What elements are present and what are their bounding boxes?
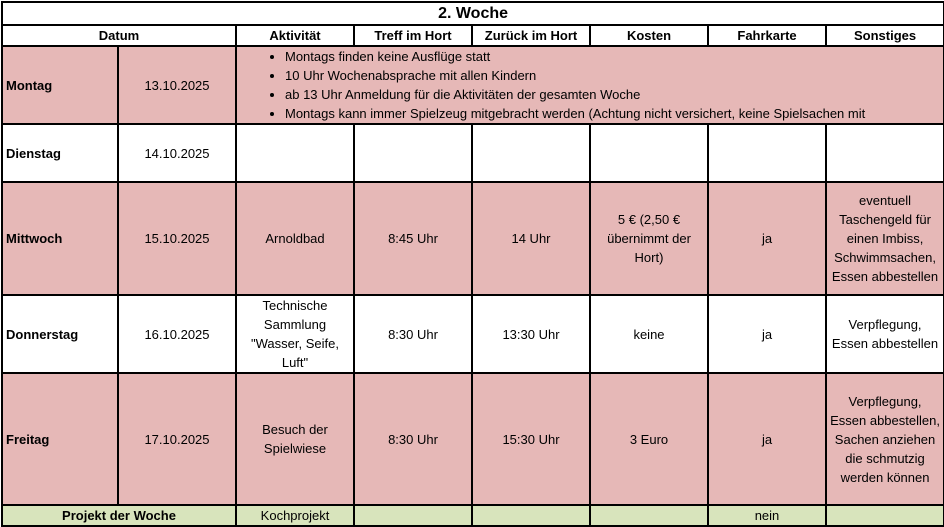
activity-cell: Arnoldbad <box>236 182 354 295</box>
note-item: • Montags kann immer Spielzeug mitgebracht werden (Achtung nicht versichert, keine Spielsachen mit <box>285 104 943 123</box>
day-label: Mittwoch <box>2 182 118 295</box>
activity-cell: Besuch der Spielwiese <box>236 373 354 505</box>
project-label: Projekt der Woche <box>2 505 236 526</box>
header-zurueck: Zurück im Hort <box>472 25 590 46</box>
zurueck-cell: 14 Uhr <box>472 182 590 295</box>
date-cell: 13.10.2025 <box>118 46 236 124</box>
day-label: Freitag <box>2 373 118 505</box>
zurueck-cell: 13:30 Uhr <box>472 295 590 373</box>
date-cell: 15.10.2025 <box>118 182 236 295</box>
zurueck-cell <box>472 124 590 182</box>
fahrkarte-cell <box>708 124 826 182</box>
sonstiges-cell: Verpflegung, Essen abbestellen, Sachen anziehen die schmutzig werden können <box>826 373 944 505</box>
row-monday <box>2 46 944 124</box>
row-thursday <box>2 295 944 373</box>
treff-cell <box>354 124 472 182</box>
day-label: Montag <box>2 46 118 124</box>
notes-list <box>267 47 943 123</box>
header-row <box>2 25 944 46</box>
schedule-table <box>1 1 944 527</box>
zurueck-cell <box>472 505 590 526</box>
project-fahrkarte: nein <box>708 505 826 526</box>
sonstiges-cell: eventuell Taschengeld für einen Imbiss, Schwimmsachen, Essen abbestellen <box>826 182 944 295</box>
note-item: • ab 13 Uhr Anmeldung für die Aktivitäten der gesamten Woche <box>285 85 943 104</box>
activity-cell: Technische Sammlung "Wasser, Seife, Luft" <box>236 295 354 373</box>
activity-cell <box>236 124 354 182</box>
day-label: Dienstag <box>2 124 118 182</box>
sonstiges-cell: Verpflegung, Essen abbestellen <box>826 295 944 373</box>
zurueck-cell: 15:30 Uhr <box>472 373 590 505</box>
kosten-cell <box>590 505 708 526</box>
fahrkarte-cell: ja <box>708 373 826 505</box>
kosten-cell <box>590 124 708 182</box>
header-datum: Datum <box>2 25 236 46</box>
note-item: • 10 Uhr Wochenabsprache mit allen Kindern <box>285 66 943 85</box>
row-friday <box>2 373 944 505</box>
note-item: • Montags finden keine Ausflüge statt <box>285 47 943 66</box>
day-label: Donnerstag <box>2 295 118 373</box>
project-activity: Kochprojekt <box>236 505 354 526</box>
monday-notes <box>236 46 944 124</box>
treff-cell: 8:30 Uhr <box>354 295 472 373</box>
row-wednesday <box>2 182 944 295</box>
fahrkarte-cell: ja <box>708 182 826 295</box>
date-cell: 14.10.2025 <box>118 124 236 182</box>
fahrkarte-cell: ja <box>708 295 826 373</box>
sonstiges-cell <box>826 505 944 526</box>
header-fahrkarte: Fahrkarte <box>708 25 826 46</box>
week-title: 2. Woche <box>2 2 944 25</box>
sonstiges-cell <box>826 124 944 182</box>
kosten-cell: keine <box>590 295 708 373</box>
header-sonstiges: Sonstiges <box>826 25 944 46</box>
header-aktivitaet: Aktivität <box>236 25 354 46</box>
date-cell: 16.10.2025 <box>118 295 236 373</box>
date-cell: 17.10.2025 <box>118 373 236 505</box>
row-project <box>2 505 944 526</box>
header-treff: Treff im Hort <box>354 25 472 46</box>
row-tuesday <box>2 124 944 182</box>
treff-cell: 8:30 Uhr <box>354 373 472 505</box>
treff-cell: 8:45 Uhr <box>354 182 472 295</box>
header-kosten: Kosten <box>590 25 708 46</box>
kosten-cell: 3 Euro <box>590 373 708 505</box>
kosten-cell: 5 € (2,50 € übernimmt der Hort) <box>590 182 708 295</box>
treff-cell <box>354 505 472 526</box>
